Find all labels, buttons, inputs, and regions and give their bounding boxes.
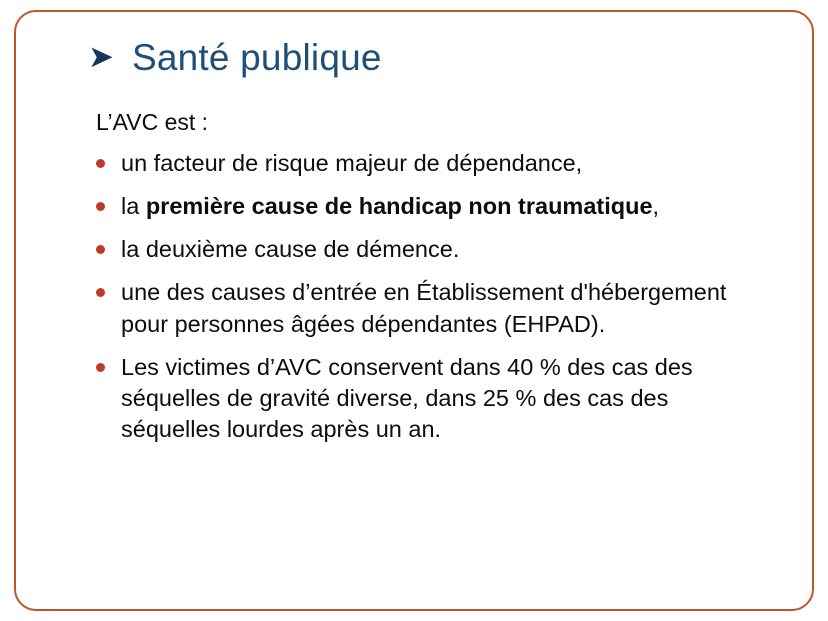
page-title: Santé publique <box>131 37 382 78</box>
list-item-label: une des causes d’entrée en Établissement d'hébergement pour personnes âgées dépendantes (EHPAD). <box>121 279 727 337</box>
bullet-dot-icon <box>96 288 105 297</box>
arrow-right-icon: ➤ <box>88 38 114 74</box>
bullet-dot-icon <box>96 363 105 372</box>
bullet-dot-icon <box>96 245 105 254</box>
list-item-label: un facteur de risque majeur de dépendance, <box>121 149 583 176</box>
bullet-list <box>88 148 768 446</box>
list-item-label: Les victimes d’AVC conservent dans 40 % des cas des séquelles de gravité diverse, dans 25 % des cas des séquelles lourdes après un an. <box>121 353 693 443</box>
bullet-dot-icon <box>96 159 105 168</box>
list-item-label: la deuxième cause de démence. <box>121 236 460 263</box>
slide-content <box>88 38 768 591</box>
intro-text: L’AVC est : <box>96 108 209 135</box>
list-item <box>88 191 768 222</box>
bullet-dot-icon <box>96 202 105 211</box>
list-item-label: la première cause de handicap non traumatique, <box>121 192 660 219</box>
slide-title-row <box>88 38 768 79</box>
list-item <box>88 277 768 340</box>
list-item <box>88 148 768 179</box>
list-item <box>88 352 768 446</box>
list-item <box>88 234 768 265</box>
